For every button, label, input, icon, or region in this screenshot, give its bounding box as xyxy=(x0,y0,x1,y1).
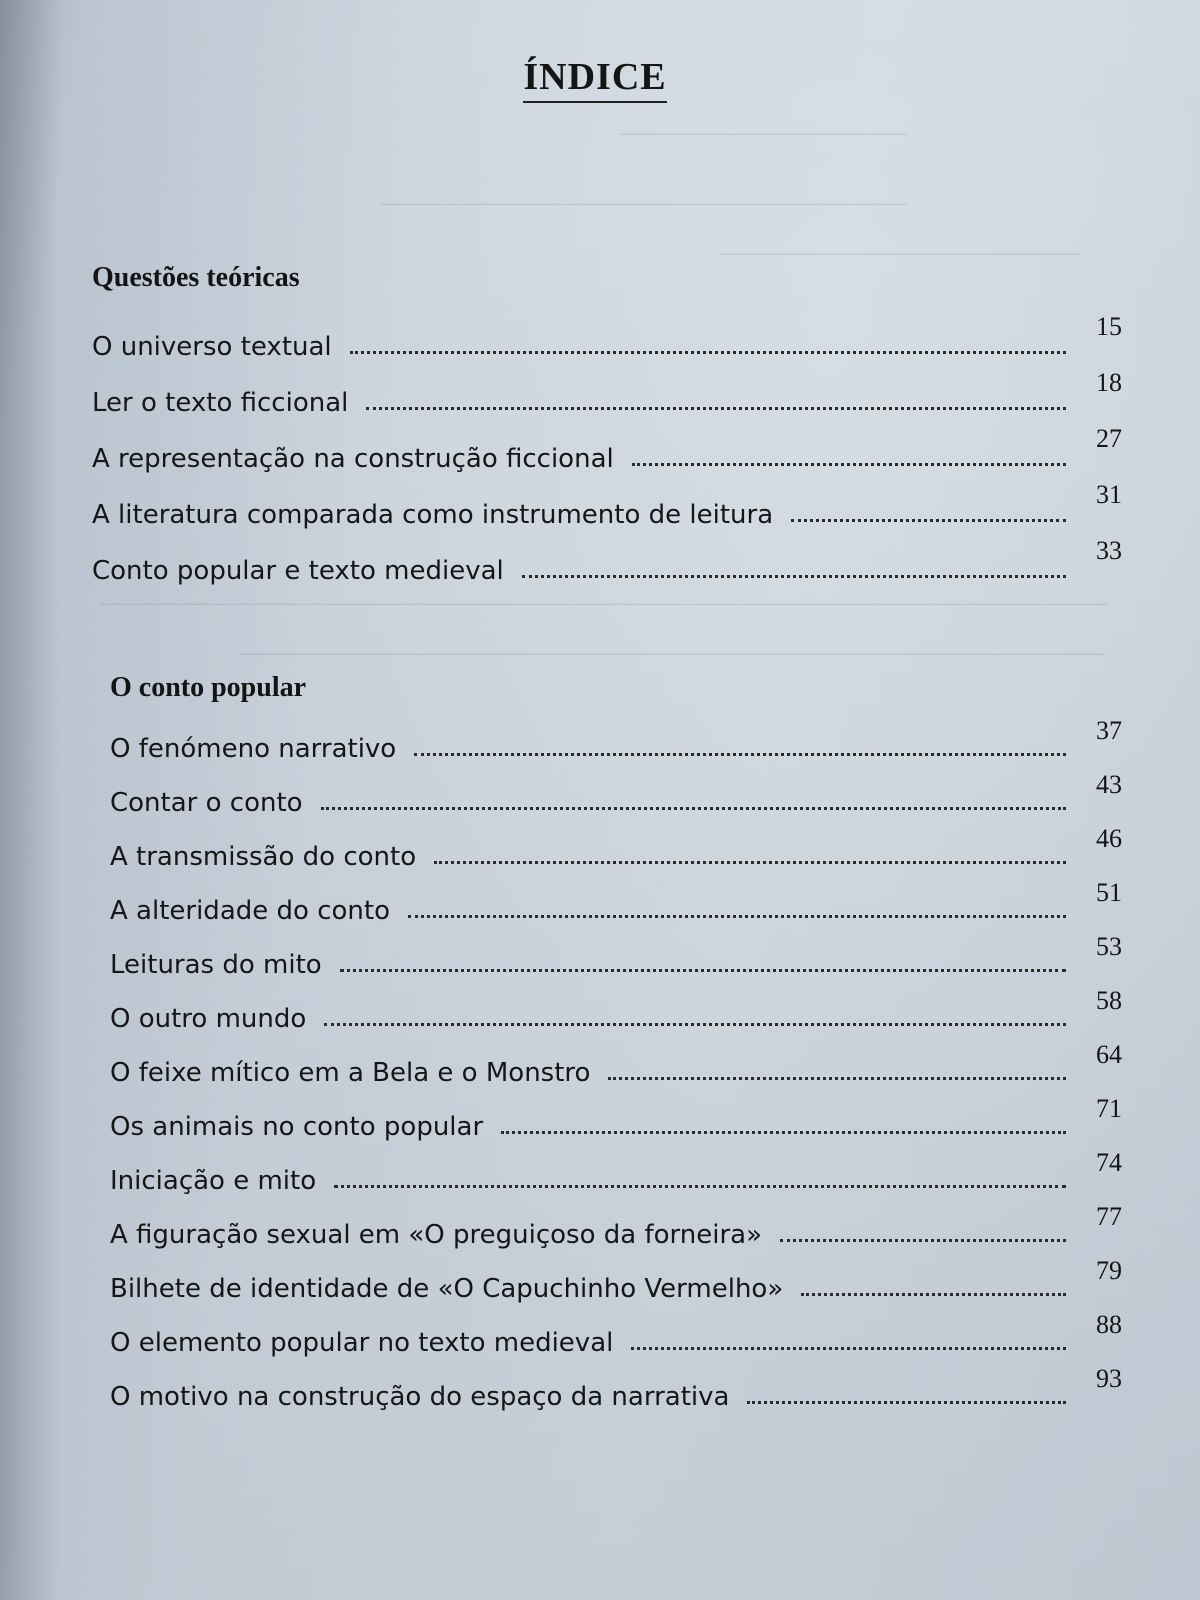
toc-entry-title: O feixe mítico em a Bela e o Monstro xyxy=(110,1058,591,1088)
toc-section-questoes-teoricas xyxy=(92,258,1122,590)
toc-entry-page: 51 xyxy=(1096,878,1122,907)
toc-entry-title: Iniciação e mito xyxy=(110,1166,317,1196)
toc-entry-page: 37 xyxy=(1096,716,1122,745)
toc-entry-title: O motivo na construção do espaço da narrativa xyxy=(110,1382,730,1412)
dot-leader xyxy=(780,1239,1066,1242)
toc-entry-page: 93 xyxy=(1096,1364,1122,1393)
toc-entry-title: Ler o texto ficcional xyxy=(92,388,349,418)
toc-entry-title: Leituras do mito xyxy=(110,950,322,980)
toc-entry xyxy=(110,1146,1122,1200)
toc-entry xyxy=(110,1092,1122,1146)
toc-entry xyxy=(92,478,1122,534)
toc-entry-page: 74 xyxy=(1096,1148,1122,1177)
toc-entry xyxy=(110,1362,1122,1416)
toc-entry xyxy=(110,984,1122,1038)
toc-entry-page: 43 xyxy=(1096,770,1122,799)
toc-entry-page: 46 xyxy=(1096,824,1122,853)
bleed-through-line: —————————————————————— xyxy=(380,190,908,216)
toc-entry-page: 79 xyxy=(1096,1256,1122,1285)
dot-leader xyxy=(324,1023,1066,1026)
toc-entry xyxy=(92,310,1122,366)
dot-leader xyxy=(608,1077,1066,1080)
dot-leader xyxy=(366,407,1066,410)
toc-entry-title: Conto popular e texto medieval xyxy=(92,556,504,586)
toc-entry-title: O fenómeno narrativo xyxy=(110,734,397,764)
toc-entry-page: 18 xyxy=(1096,368,1122,397)
toc-entry-page: 71 xyxy=(1096,1094,1122,1123)
index-title xyxy=(0,55,1190,103)
page-gutter-shadow xyxy=(0,0,60,1600)
toc-entry-title: Bilhete de identidade de «O Capuchinho Vermelho» xyxy=(110,1274,784,1304)
toc-entry xyxy=(110,714,1122,768)
toc-entry-title: A transmissão do conto xyxy=(110,842,417,872)
toc-entry xyxy=(110,822,1122,876)
toc-entry-page: 88 xyxy=(1096,1310,1122,1339)
toc-entry-title: O outro mundo xyxy=(110,1004,307,1034)
dot-leader xyxy=(321,807,1066,810)
dot-leader xyxy=(408,915,1066,918)
toc-entry xyxy=(110,768,1122,822)
dot-leader xyxy=(791,519,1066,522)
toc-entry xyxy=(110,1254,1122,1308)
toc-entry-page: 27 xyxy=(1096,424,1122,453)
toc-section-o-conto-popular xyxy=(110,668,1122,1416)
toc-entry-page: 77 xyxy=(1096,1202,1122,1231)
dot-leader xyxy=(632,463,1066,466)
bleed-through-line: ——————————————— xyxy=(720,240,1080,266)
toc-entry-title: A figuração sexual em «O preguiçoso da forneira» xyxy=(110,1220,762,1250)
toc-entry-title: O elemento popular no texto medieval xyxy=(110,1328,614,1358)
toc-entry xyxy=(110,1308,1122,1362)
toc-entry xyxy=(110,930,1122,984)
toc-entry-title: Contar o conto xyxy=(110,788,303,818)
bleed-through-line: ———————————————————————————————————— xyxy=(240,640,1104,666)
dot-leader xyxy=(414,753,1066,756)
dot-leader xyxy=(801,1293,1066,1296)
toc-entry-title: Os animais no conto popular xyxy=(110,1112,484,1142)
bleed-through-line: —————————————————————————————————————————— xyxy=(100,590,1108,616)
toc-entry-title: A representação na construção ficcional xyxy=(92,444,614,474)
toc-entry xyxy=(110,876,1122,930)
dot-leader xyxy=(434,861,1066,864)
dot-leader xyxy=(522,575,1066,578)
toc-entry xyxy=(92,366,1122,422)
toc-entry-page: 15 xyxy=(1096,312,1122,341)
toc-entry-title: A alteridade do conto xyxy=(110,896,390,926)
toc-entry-title: A literatura comparada como instrumento de leitura xyxy=(92,500,774,530)
toc-entry xyxy=(110,1200,1122,1254)
section-heading: O conto popular xyxy=(110,672,307,703)
dot-leader xyxy=(334,1185,1066,1188)
toc-entry xyxy=(110,1038,1122,1092)
toc-entry-page: 53 xyxy=(1096,932,1122,961)
toc-entry-page: 33 xyxy=(1096,536,1122,565)
toc-entry-page: 31 xyxy=(1096,480,1122,509)
toc-entry-page: 58 xyxy=(1096,986,1122,1015)
toc-entry-title: O universo textual xyxy=(92,332,332,362)
bleed-through-line: ———————————— xyxy=(620,120,908,146)
dot-leader xyxy=(340,969,1066,972)
index-title-text: ÍNDICE xyxy=(523,55,666,103)
toc-entry-page: 64 xyxy=(1096,1040,1122,1069)
dot-leader xyxy=(350,351,1066,354)
dot-leader xyxy=(501,1131,1066,1134)
dot-leader xyxy=(747,1401,1066,1404)
toc-entry xyxy=(92,422,1122,478)
section-heading: Questões teóricas xyxy=(92,262,300,293)
dot-leader xyxy=(631,1347,1066,1350)
toc-entry xyxy=(92,534,1122,590)
